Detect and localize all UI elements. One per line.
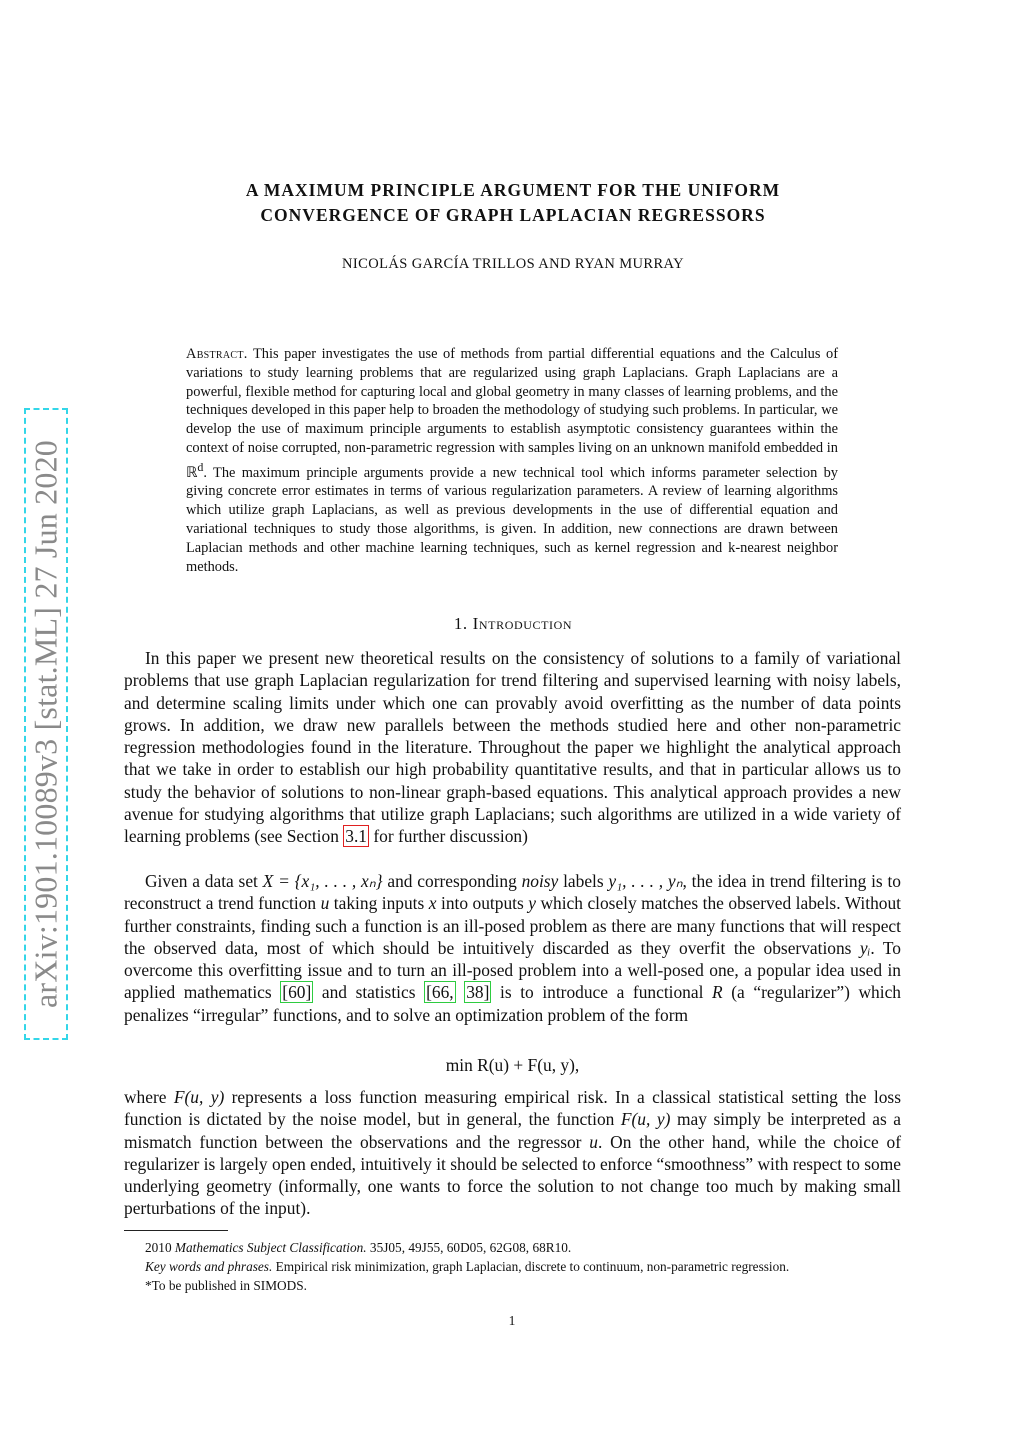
math-data-set: X = {x₁, . . . , xₙ} <box>262 871 383 891</box>
para2-text: labels <box>558 871 609 891</box>
title-line-2: CONVERGENCE OF GRAPH LAPLACIAN REGRESSORS <box>260 205 766 225</box>
para1-tail: for further discussion) <box>369 826 528 847</box>
paper-title <box>150 178 876 228</box>
abstract-space-exponent: d <box>197 459 204 474</box>
footnote-year: 2010 <box>145 1240 175 1255</box>
para2-text: (a “regularizer”) which penalizes “irregular” functions, and to solve an optimization problem of the form <box>124 982 901 1025</box>
intro-paragraph-3 <box>124 1086 901 1220</box>
arxiv-stamp[interactable] <box>24 408 68 1040</box>
math-y: y <box>528 893 536 914</box>
para2-text: and statistics <box>313 982 425 1003</box>
intro-paragraph-2 <box>124 870 901 1026</box>
intro-paragraph-1 <box>124 647 901 848</box>
footnote-publication: *To be published in SIMODS. <box>145 1278 307 1293</box>
math-u: u <box>320 893 330 914</box>
footnote-text: 35J05, 49J55, 60D05, 62G08, 68R10. <box>366 1240 572 1255</box>
section-number: 1. <box>453 614 468 633</box>
footnote-label: Key words and phrases. <box>145 1259 273 1274</box>
para2-text: taking inputs <box>329 893 429 914</box>
title-line-1: A MAXIMUM PRINCIPLE ARGUMENT FOR THE UNIFORM <box>245 180 781 200</box>
abstract <box>186 345 838 576</box>
citation-link-60[interactable]: [60] <box>282 982 312 1003</box>
footnote-keywords <box>124 1257 901 1276</box>
author-list: NICOLÁS GARCÍA TRILLOS AND RYAN MURRAY <box>342 256 684 272</box>
display-equation: min R(u) + F(u, y), <box>445 1055 580 1075</box>
footnote-text: Empirical risk minimization, graph Laplacian, discrete to continuum, non-parametric regression. <box>272 1259 790 1274</box>
math-R: R <box>712 982 723 1003</box>
para2-text: is to introduce a functional <box>491 982 713 1003</box>
math-yi: yᵢ <box>859 937 871 958</box>
footnote-msc <box>124 1238 901 1257</box>
math-F: F(u, y) <box>173 1087 225 1107</box>
para2-text: . To overcome this overfitting issue and to turn an ill-posed problem into a well-posed one, a popular idea used in applied mathematics <box>124 937 902 1003</box>
abstract-text-b: . The maximum principle arguments provide a new technical tool which informs parameter selection by giving concrete error estimates in terms of various regularization parameters. A review of learning algorithms which utilize graph Laplacians, as well as previous developments in the use of differential equation and variational techniques to study those algorithms, is given. In addition, new connections are drawn between Laplacian methods and other machine learning techniques, such as kernel regression and k-nearest neighbor methods. <box>186 464 838 575</box>
page-number: 1 <box>508 1313 516 1328</box>
para2-text: , the idea in trend filtering is to reconstruct a trend function <box>124 871 901 914</box>
footnote-label: Mathematics Subject Classification. <box>174 1240 367 1255</box>
footnote-rule <box>124 1230 228 1231</box>
para3-text: may simply be interpreted as a mismatch function between the observations and the regressor <box>124 1109 901 1152</box>
para2-text: into outputs <box>436 893 529 914</box>
section-ref-link[interactable]: 3.1 <box>345 826 368 847</box>
abstract-text-a: This paper investigates the use of methods from partial differential equations and the Calculus of variations to study learning problems that are regularized using graph Laplacians. Graph Laplacians are a powerful, flexible method for capturing local and global geometry in many classes of learning problems, and the techniques developed in this paper help to broaden the methodology of studying such problems. In particular, we develop the use of maximum principle arguments to establish asymptotic consistency guarantees within the context of noise corrupted, non-parametric regression with samples living on an unknown manifold embedded in <box>186 346 838 456</box>
math-F: F(u, y) <box>620 1109 671 1130</box>
para3-text: represents a loss function measuring empirical risk. In a classical statistical setting the loss function is dictated by the noise model, but in general, the function <box>124 1087 901 1130</box>
para2-text: Given a data set <box>145 871 263 891</box>
math-labels: y₁, . . . , yₙ <box>608 871 683 891</box>
abstract-label: Abstract. <box>186 346 248 362</box>
math-x: x <box>428 893 437 914</box>
emphasis-noisy: noisy <box>521 871 559 891</box>
footnotes <box>124 1238 901 1295</box>
section-heading <box>150 614 876 634</box>
para2-text: and corresponding <box>382 871 522 891</box>
math-u: u <box>589 1131 598 1152</box>
citation-link-38[interactable]: 38] <box>466 982 490 1003</box>
abstract-space-symbol: ℝ <box>186 464 198 481</box>
citation-link-66[interactable]: [66, <box>426 982 454 1003</box>
para1-text: In this paper we present new theoretical results on the consistency of solutions to a family of variational problems that use graph Laplacian regularization for trend filtering and supervised learning with noisy labels, and determine scaling limits under which one can provably avoid overfitting as the number of data points grows. In addition, we draw new parallels between the methods studied here and other non-parametric regression methodologies found in the literature. Throughout the paper we highlight the analytical approach that we take in order to establish our high probability quantitative results, and that in particular allows us to study the behavior of solutions to non-linear graph-based equations. This analytical approach provides a new avenue for studying algorithms that utilize graph Laplacians; such algorithms are utilized in a wide variety of learning problems (see Section <box>124 648 901 847</box>
arxiv-identifier[interactable]: arXiv:1901.10089v3 [stat.ML] 27 Jun 2020 <box>27 440 64 1008</box>
para2-text: which closely matches the observed labels. Without further constraints, finding such a function is an ill-posed problem as there are many functions that will respect the observed data, most of which should be intuitively discarded as they overfit the observations <box>124 893 902 958</box>
para3-text: . On the other hand, while the choice of regularizer is largely open ended, intuitively it should be selected to enforce “smoothness” with respect to some underlying geometry (informally, one wants to force the solution to not change too much by making small perturbations of the input). <box>124 1131 901 1219</box>
section-title: Introduction <box>472 614 573 633</box>
para3-text: where <box>124 1087 174 1107</box>
